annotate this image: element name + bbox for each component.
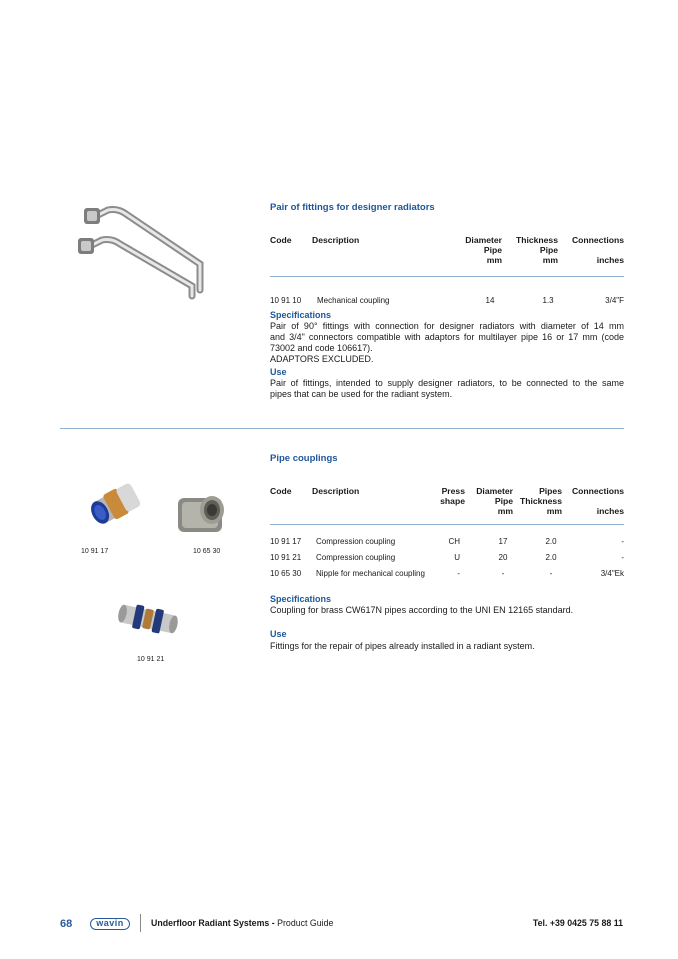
cell-description: Compression coupling xyxy=(316,537,396,546)
s2-table-rule xyxy=(270,524,624,525)
footer-divider xyxy=(140,914,141,932)
cell-code: 10 91 21 xyxy=(270,553,302,562)
s1-table-rule xyxy=(270,276,624,277)
cell-press: - xyxy=(457,569,460,578)
s1-use-text: Pair of fittings, intended to supply designer radiators, to be connected to the same pipes that can be used for the radiant system. xyxy=(270,378,624,399)
cell-thickness: 1.3 xyxy=(542,296,554,305)
s1-header-connections: Connections inches xyxy=(571,235,624,265)
nipple-image-106530 xyxy=(172,486,230,540)
cell-diameter: 20 xyxy=(498,553,508,562)
wavin-logo: wavin xyxy=(90,918,130,930)
s1-specifications-text: Pair of 90° fittings with connection for designer radiators with diameter of 14 mm and 3/4" connectors compatible with adaptors for multilayer pipe 16 or 17 mm (code 73002 and code 106617). ADAPTORS EXCLUDED. xyxy=(270,321,624,364)
s2-use-text: Fittings for the repair of pipes already installed in a radiant system. xyxy=(270,641,535,651)
s2-use-title: Use xyxy=(270,629,287,639)
phone-number: Tel. +39 0425 75 88 11 xyxy=(532,918,623,928)
cell-code: 10 91 10 xyxy=(270,296,302,305)
table-row xyxy=(270,569,624,579)
page-number: 68 xyxy=(60,918,73,930)
caption-109121: 10 91 21 xyxy=(137,656,165,663)
s1-header-diameter: Diameter Pipe mm xyxy=(465,235,502,265)
cell-description: Mechanical coupling xyxy=(317,296,390,305)
cell-diameter: 17 xyxy=(498,537,508,546)
cell-code: 10 91 17 xyxy=(270,537,302,546)
s1-header-description: Description xyxy=(312,235,360,245)
cell-connections: - xyxy=(621,553,624,562)
guide-title: Underfloor Radiant Systems - Product Guide xyxy=(151,918,334,928)
coupling-image-109121 xyxy=(116,598,180,640)
cell-press: U xyxy=(454,553,460,562)
s2-header-press: Press shape xyxy=(440,486,465,506)
table-row xyxy=(270,537,624,547)
cell-diameter: - xyxy=(501,569,505,578)
section2-title: Pipe couplings xyxy=(270,453,338,464)
s1-specifications-title: Specifications xyxy=(270,310,332,320)
section1-title: Pair of fittings for designer radiators xyxy=(270,202,435,213)
radiator-fittings-image xyxy=(62,198,212,302)
cell-connections: 3/4"F xyxy=(605,296,624,305)
s1-header-thickness: Thickness Pipe mm xyxy=(515,235,558,265)
cell-connections: 3/4"Ek xyxy=(600,569,624,578)
section-divider xyxy=(60,428,624,429)
s2-header-description: Description xyxy=(312,486,360,496)
s2-header-code: Code xyxy=(270,486,292,496)
s2-header-diameter: Diameter Pipe mm xyxy=(476,486,513,516)
cell-code: 10 65 30 xyxy=(270,569,302,578)
cell-thickness: - xyxy=(549,569,553,578)
cell-thickness: 2.0 xyxy=(545,537,557,546)
cell-description: Nipple for mechanical coupling xyxy=(316,569,425,578)
cell-thickness: 2.0 xyxy=(545,553,557,562)
s2-specifications-text: Coupling for brass CW617N pipes according to the UNI EN 12165 standard. xyxy=(270,605,574,615)
cell-description: Compression coupling xyxy=(316,553,396,562)
s1-use-title: Use xyxy=(270,367,287,377)
table-row xyxy=(270,553,624,563)
s2-header-connections: Connections inches xyxy=(571,486,624,516)
table-row xyxy=(270,296,624,306)
s1-header-code: Code xyxy=(270,235,292,245)
s2-specifications-title: Specifications xyxy=(270,594,332,604)
s2-header-pipes: Pipes Thickness mm xyxy=(519,486,562,516)
caption-106530: 10 65 30 xyxy=(193,548,221,555)
cell-press: CH xyxy=(448,537,460,546)
cell-connections: - xyxy=(621,537,624,546)
caption-109117: 10 91 17 xyxy=(81,548,109,555)
coupling-image-109117 xyxy=(86,478,146,530)
cell-diameter: 14 xyxy=(485,296,495,305)
